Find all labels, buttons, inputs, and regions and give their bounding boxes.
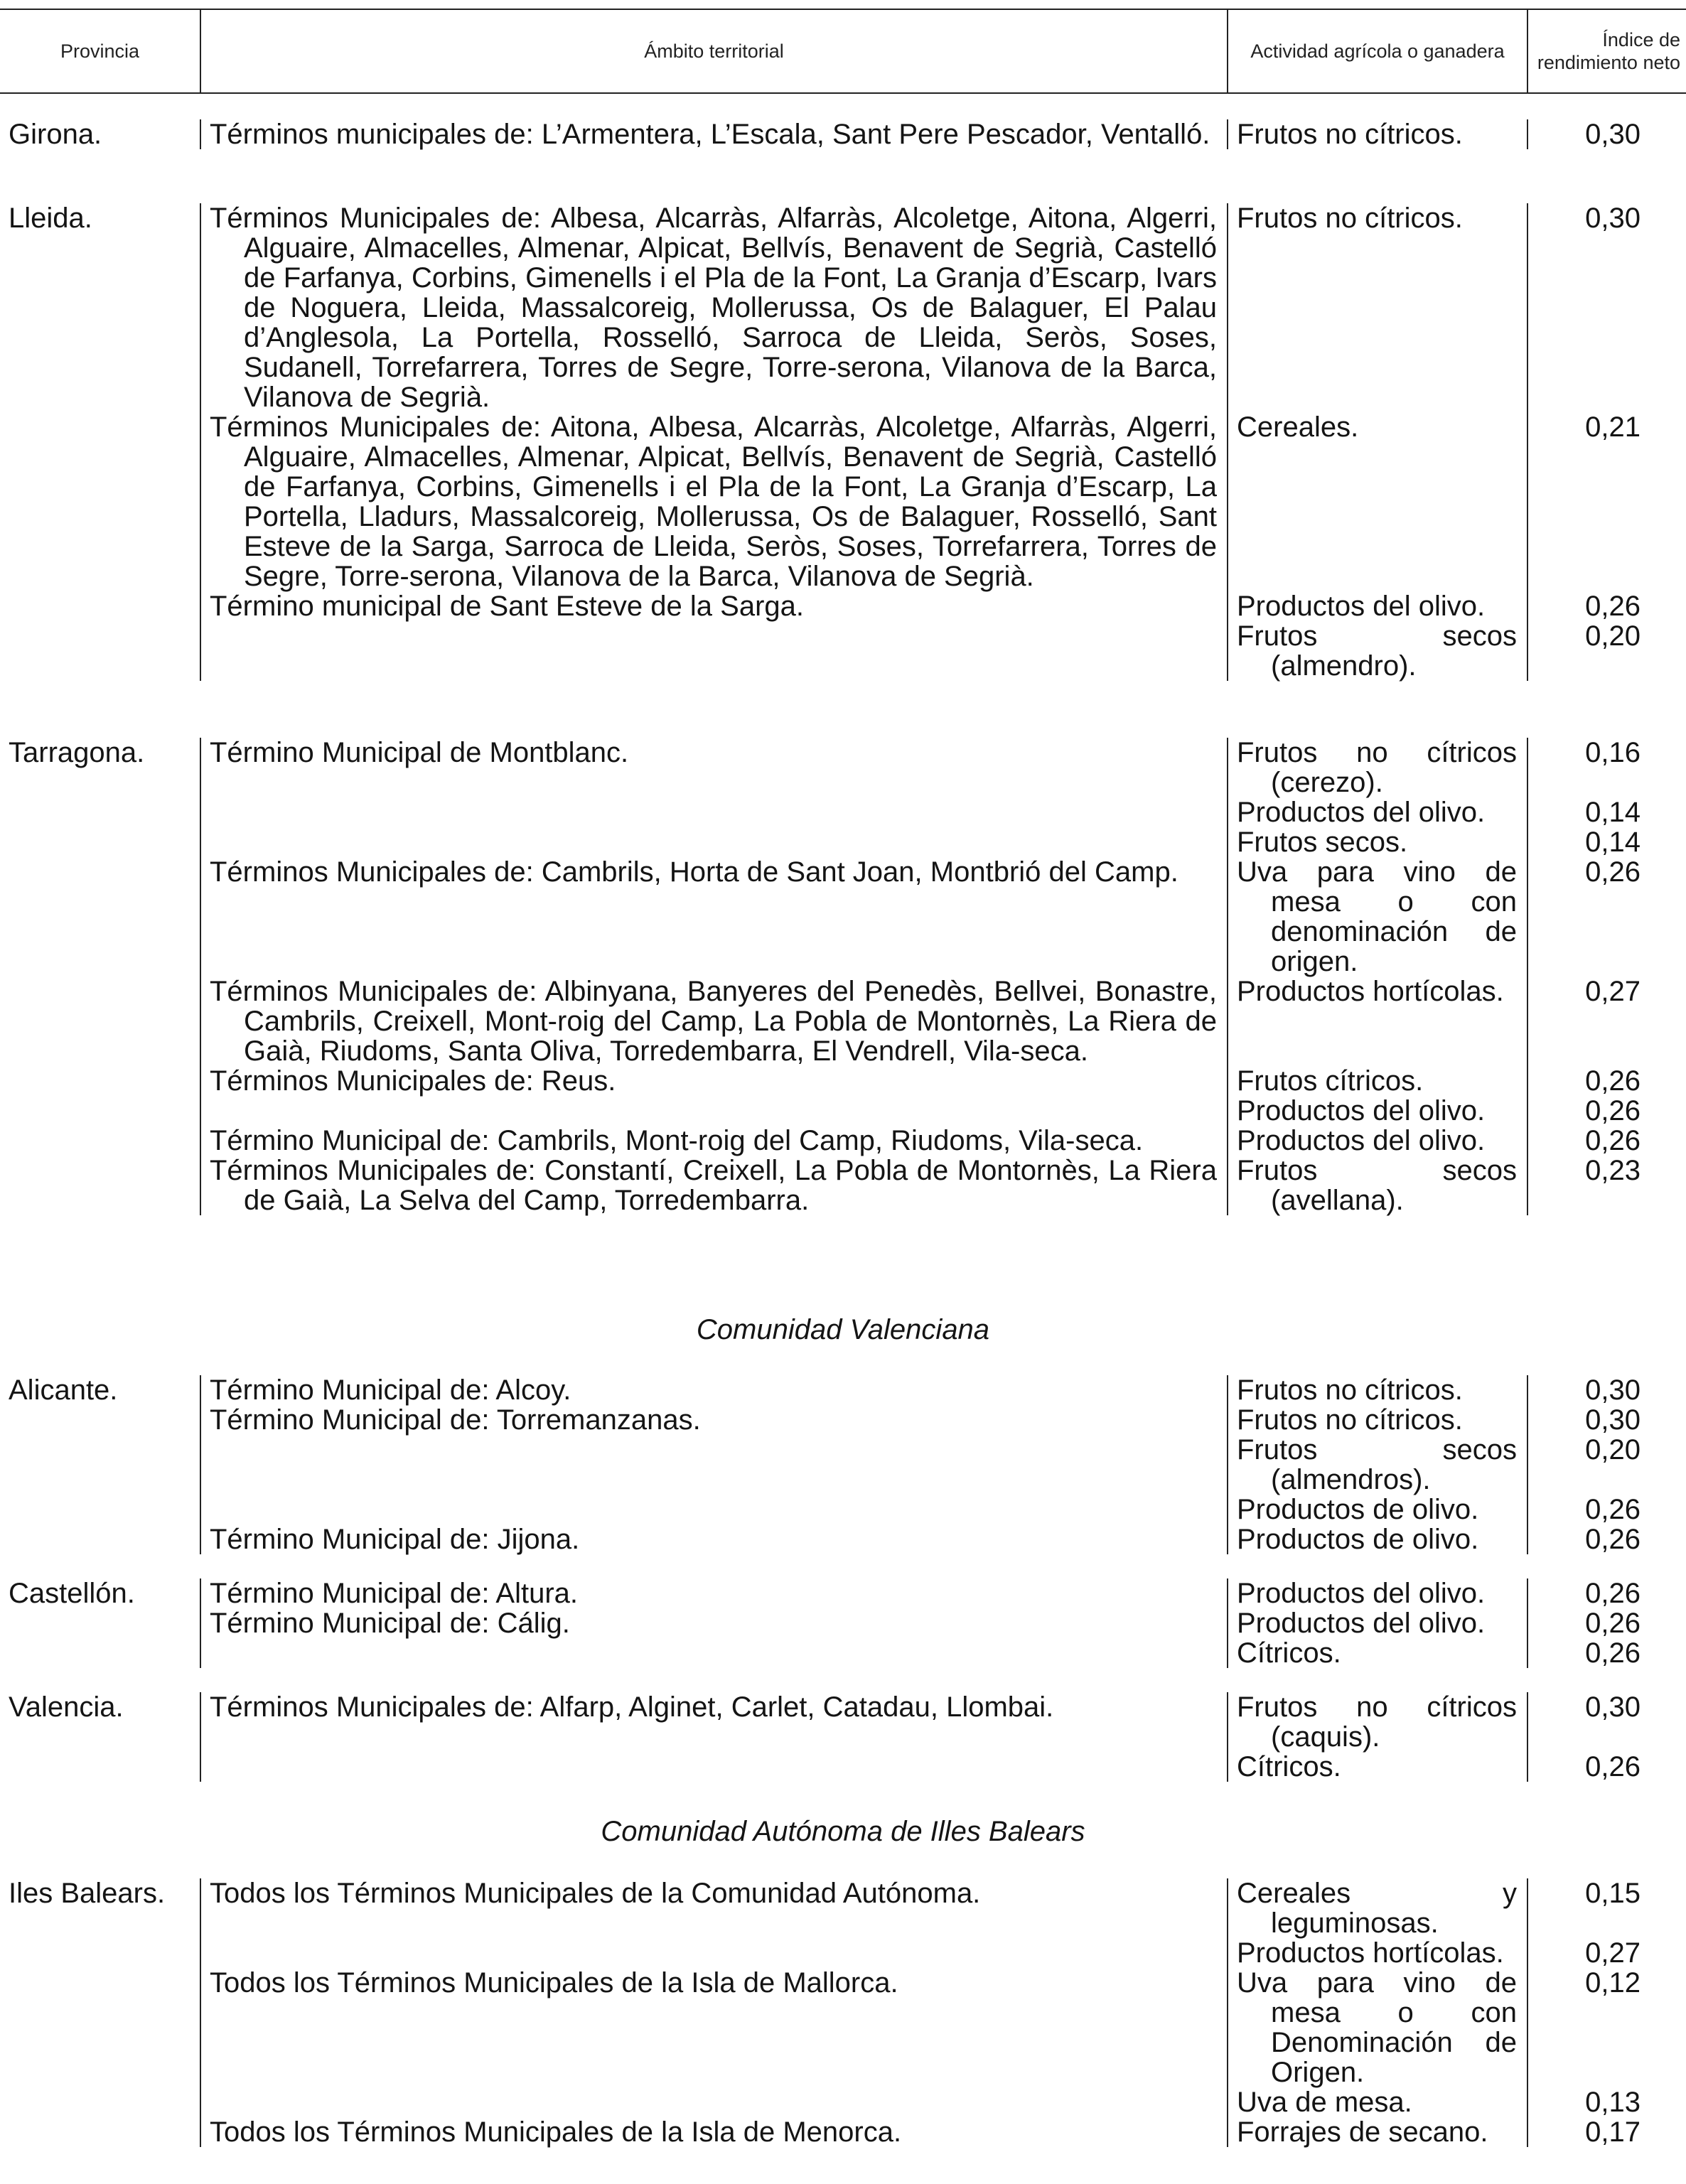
table-row	[0, 1524, 1686, 1554]
provincia-cell	[0, 1126, 200, 1156]
provincia-cell	[0, 1156, 200, 1215]
ambito-cell: Término Municipal de: Altura.	[210, 1578, 579, 1609]
table-row	[0, 977, 1686, 1066]
header-actividad: Actividad agrícola o ganadera	[1228, 9, 1527, 93]
ambito-cell: Término Municipal de Montblanc.	[210, 737, 629, 768]
table-row	[0, 1435, 1686, 1495]
ambito-cell: Términos Municipales de: Aitona, Albesa, Alcarràs, Alcoletge, Alfarràs, Algerri, Alguaire, Almacelles, Almenar, Alpicat, Bellvís, Benavent de Segrià, Castelló de Farfanya, Corbins, Gimenells i el Pla de la Font, La Granja d’Escarp, La Portella, Lladurs, Massalcoreig, Mollerussa, Os de Balaguer, Rosselló, Sant Esteve de la Sarga, Sarroca de Lleida, Seròs, Soses, Torrefarrera, Torres de Segre, Torre-serona, Vilanova de la Barca, Vilanova de Segrià.	[210, 411, 1217, 592]
ambito-cell: Términos municipales de: L’Armentera, L’Escala, Sant Pere Pescador, Ventalló.	[210, 119, 1210, 150]
indice-cell: 0,13	[1527, 2087, 1686, 2117]
header-provincia: Provincia	[60, 41, 140, 62]
group-girona	[0, 119, 1686, 149]
table-row	[0, 1156, 1686, 1215]
provincia-cell	[0, 412, 200, 591]
header-ambito: Ámbito territorial	[200, 9, 1228, 93]
provincia-cell: Valencia.	[9, 1691, 124, 1723]
table-row	[0, 591, 1686, 621]
table-row	[0, 857, 1686, 977]
provincia-cell	[0, 1524, 200, 1554]
indice-cell: 0,26	[1527, 1096, 1686, 1126]
ambito-cell: Término municipal de Sant Esteve de la Sarga.	[210, 591, 804, 622]
group-lleida	[0, 203, 1686, 681]
ambito-cell: Términos Municipales de: Cambrils, Horta de Sant Joan, Montbrió del Camp.	[210, 856, 1178, 888]
group-castellon	[0, 1578, 1686, 1668]
indice-cell: 0,20	[1527, 1435, 1686, 1495]
indice-cell: 0,14	[1527, 797, 1686, 827]
actividad-cell: Productos hortícolas.	[1237, 1937, 1504, 1969]
actividad-cell: Uva de mesa.	[1237, 2087, 1412, 2118]
actividad-cell: Uva para vino de mesa o con denominación de origen.	[1237, 856, 1517, 977]
ambito-cell: Todos los Términos Municipales de la Comunidad Autónoma.	[210, 1878, 981, 1909]
actividad-cell: Productos del olivo.	[1237, 797, 1486, 828]
provincia-cell: Girona.	[9, 119, 102, 150]
indice-cell: 0,30	[1527, 203, 1686, 412]
group-baleares	[0, 1878, 1686, 2147]
actividad-cell: Uva para vino de mesa o con Denominación de Origen.	[1237, 1967, 1517, 2088]
header-indice: Índice de rendimiento neto	[1527, 9, 1686, 93]
indice-cell: 0,26	[1527, 1126, 1686, 1156]
table-row	[0, 1405, 1686, 1435]
provincia-cell: Tarragona.	[9, 737, 145, 768]
provincia-cell	[0, 797, 200, 827]
actividad-cell: Frutos no cítricos.	[1237, 1375, 1463, 1406]
indice-cell: 0,26	[1527, 1578, 1686, 1608]
actividad-cell: Frutos secos (avellana).	[1237, 1155, 1517, 1216]
indice-cell: 0,26	[1527, 1638, 1686, 1668]
provincia-cell	[0, 621, 200, 681]
provincia-cell	[0, 1938, 200, 1968]
actividad-cell: Frutos no cítricos.	[1237, 1404, 1463, 1436]
actividad-cell: Productos del olivo.	[1237, 1125, 1486, 1156]
table-row	[0, 797, 1686, 827]
indice-cell: 0,27	[1527, 977, 1686, 1066]
actividad-cell: Cítricos.	[1237, 1751, 1341, 1782]
indice-cell: 0,30	[1527, 119, 1686, 149]
table-row	[0, 1752, 1686, 1782]
actividad-cell: Productos de olivo.	[1237, 1494, 1479, 1525]
provincia-cell	[0, 1435, 200, 1495]
table-row	[0, 621, 1686, 681]
table-row	[0, 119, 1686, 149]
actividad-cell: Productos del olivo.	[1237, 591, 1486, 622]
table-row	[0, 1938, 1686, 1968]
actividad-cell: Frutos no cítricos.	[1237, 119, 1463, 150]
indice-cell: 0,12	[1527, 1968, 1686, 2087]
provincia-cell	[0, 1752, 200, 1782]
provincia-cell	[0, 1608, 200, 1638]
ambito-cell: Términos Municipales de: Constantí, Creixell, La Pobla de Montornès, La Riera de Gaià, La Selva del Camp, Torredembarra.	[210, 1155, 1217, 1216]
indice-cell: 0,20	[1527, 621, 1686, 681]
table-row	[0, 1638, 1686, 1668]
actividad-cell: Cereales.	[1237, 411, 1359, 443]
indice-cell: 0,30	[1527, 1405, 1686, 1435]
provincia-cell	[0, 1066, 200, 1096]
provincia-cell	[0, 1405, 200, 1435]
indice-cell: 0,26	[1527, 857, 1686, 977]
provincia-cell	[0, 2087, 200, 2117]
provincia-cell	[0, 1096, 200, 1126]
group-tarragona	[0, 738, 1686, 1215]
actividad-cell: Frutos secos (almendros).	[1237, 1434, 1517, 1495]
actividad-cell: Frutos secos.	[1237, 827, 1408, 858]
table-row	[0, 1578, 1686, 1608]
actividad-cell: Frutos cítricos.	[1237, 1065, 1424, 1097]
indice-cell: 0,30	[1527, 1375, 1686, 1405]
table-row	[0, 1126, 1686, 1156]
actividad-cell: Forrajes de secano.	[1237, 2116, 1488, 2148]
actividad-cell: Productos de olivo.	[1237, 1524, 1479, 1555]
ambito-cell: Término Municipal de: Torremanzanas.	[210, 1404, 701, 1436]
indice-cell: 0,21	[1527, 412, 1686, 591]
provincia-cell	[0, 827, 200, 857]
indice-cell: 0,26	[1527, 1524, 1686, 1554]
table-row	[0, 203, 1686, 412]
actividad-cell: Cítricos.	[1237, 1637, 1341, 1669]
indice-cell: 0,26	[1527, 1495, 1686, 1524]
ambito-cell: Término Municipal de: Cambrils, Mont-roig del Camp, Riudoms, Vila-seca.	[210, 1125, 1144, 1156]
table-row	[0, 2117, 1686, 2147]
indice-cell: 0,15	[1527, 1878, 1686, 1938]
actividad-cell: Cereales y leguminosas.	[1237, 1878, 1517, 1939]
ambito-cell: Términos Municipales de: Albesa, Alcarràs, Alfarràs, Alcoletge, Aitona, Algerri, Alguaire, Almacelles, Almenar, Alpicat, Bellvís, Benavent de Segrià, Castelló de Farfanya, Corbins, Gimenells i el Pla de la Font, La Granja d’Escarp, Ivars de Noguera, Lleida, Massalcoreig, Mollerussa, Os de Balaguer, El Palau d’Anglesola, La Portella, Rosselló, Sarroca de Lleida, Seròs, Soses, Sudanell, Torrefarrera, Torres de Segre, Torre-serona, Vilanova de la Barca, Vilanova de Segrià.	[210, 203, 1217, 413]
provincia-cell	[0, 977, 200, 1066]
table-row	[0, 412, 1686, 591]
indice-cell: 0,30	[1527, 1692, 1686, 1752]
provincia-cell	[0, 1968, 200, 2087]
indice-cell: 0,17	[1527, 2117, 1686, 2147]
ambito-cell: Términos Municipales de: Alfarp, Alginet, Carlet, Catadau, Llombai.	[210, 1691, 1054, 1723]
indice-cell: 0,23	[1527, 1156, 1686, 1215]
actividad-cell: Productos del olivo.	[1237, 1578, 1486, 1609]
table-header	[0, 9, 1686, 94]
provincia-cell	[0, 591, 200, 621]
ambito-cell: Todos los Términos Municipales de la Isla de Menorca.	[210, 2116, 902, 2148]
table-row	[0, 1692, 1686, 1752]
indice-cell: 0,16	[1527, 738, 1686, 797]
provincia-cell: Iles Balears.	[9, 1878, 166, 1909]
actividad-cell: Productos del olivo.	[1237, 1095, 1486, 1126]
provincia-cell	[0, 2117, 200, 2147]
section-title-valenciana: Comunidad Valenciana	[696, 1314, 990, 1345]
provincia-cell	[0, 1638, 200, 1668]
group-alicante	[0, 1375, 1686, 1554]
table-row	[0, 1878, 1686, 1938]
table-row	[0, 1608, 1686, 1638]
indice-cell: 0,26	[1527, 1066, 1686, 1096]
indice-cell: 0,27	[1527, 1938, 1686, 1968]
ambito-cell: Términos Municipales de: Reus.	[210, 1065, 616, 1097]
actividad-cell: Productos hortícolas.	[1237, 976, 1504, 1007]
indice-cell: 0,26	[1527, 591, 1686, 621]
ambito-cell: Término Municipal de: Jijona.	[210, 1524, 580, 1555]
indice-cell: 0,26	[1527, 1752, 1686, 1782]
provincia-cell	[0, 857, 200, 977]
ambito-cell: Todos los Términos Municipales de la Isla de Mallorca.	[210, 1967, 898, 1999]
table-row	[0, 1066, 1686, 1096]
indice-cell: 0,14	[1527, 827, 1686, 857]
actividad-cell: Frutos no cítricos (cerezo).	[1237, 737, 1517, 798]
table-row	[0, 738, 1686, 797]
provincia-cell: Castellón.	[9, 1578, 135, 1609]
ambito-cell: Términos Municipales de: Albinyana, Banyeres del Penedès, Bellvei, Bonastre, Cambrils, Creixell, Mont-roig del Camp, La Pobla de Montornès, La Riera de Gaià, Riudoms, Santa Oliva, Torredembarra, El Vendrell, Vila-seca.	[210, 976, 1217, 1067]
table-row	[0, 1375, 1686, 1405]
actividad-cell: Frutos no cítricos (caquis).	[1237, 1691, 1517, 1753]
actividad-cell: Frutos no cítricos.	[1237, 203, 1463, 234]
provincia-cell: Lleida.	[9, 203, 92, 234]
indice-cell: 0,26	[1527, 1608, 1686, 1638]
section-title-baleares: Comunidad Autónoma de Illes Balears	[601, 1816, 1085, 1847]
table-row	[0, 2087, 1686, 2117]
table-row	[0, 1495, 1686, 1524]
group-valencia	[0, 1692, 1686, 1782]
actividad-cell: Productos del olivo.	[1237, 1608, 1486, 1639]
table-row	[0, 1968, 1686, 2087]
actividad-cell: Frutos secos (almendro).	[1237, 620, 1517, 682]
table-row	[0, 827, 1686, 857]
ambito-cell: Término Municipal de: Cálig.	[210, 1608, 570, 1639]
provincia-cell: Alicante.	[9, 1375, 118, 1406]
provincia-cell	[0, 1495, 200, 1524]
table-row	[0, 1096, 1686, 1126]
ambito-cell: Término Municipal de: Alcoy.	[210, 1375, 571, 1406]
